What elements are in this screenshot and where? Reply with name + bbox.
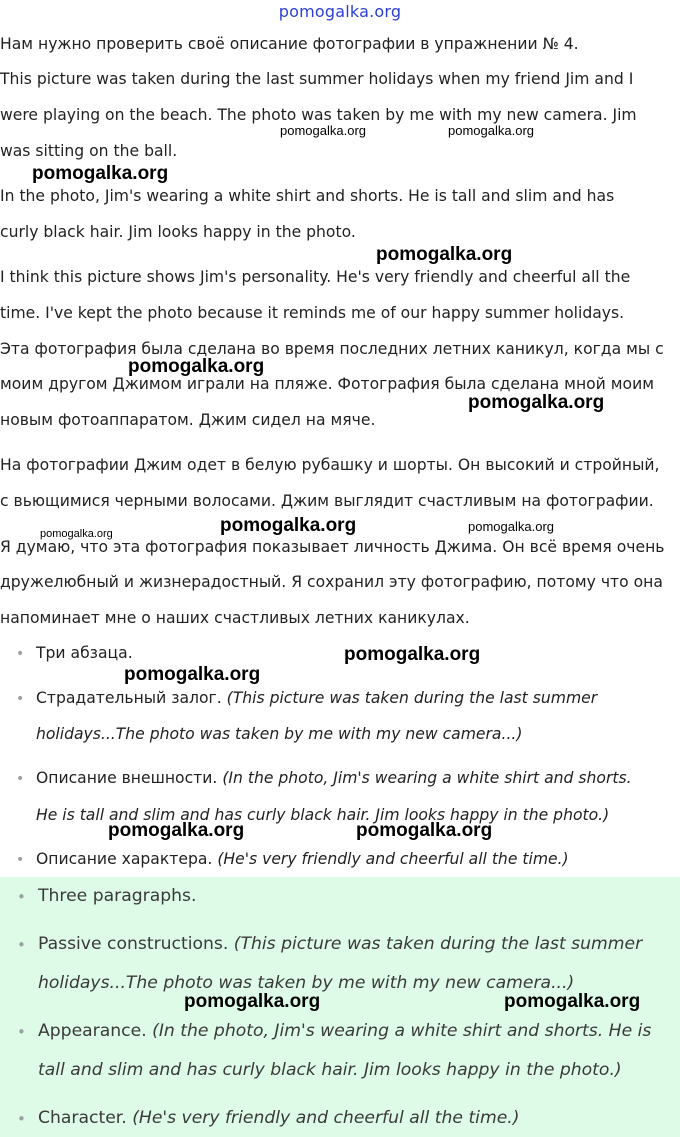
list-item-label: Страдательный залог. [36,689,222,707]
english-text-line: This picture was taken during the last summer holidays when my friend Jim and I [0,70,634,88]
list-bullet: • [17,1110,26,1128]
watermark: pomogalka.org [184,991,321,1012]
english-list-item [38,933,642,955]
english-text-line: I think this picture shows Jim's personality. He's very friendly and cheerful all the [0,268,631,286]
watermark: pomogalka.org [40,528,113,540]
english-list-item [38,1107,519,1129]
english-text-line: were playing on the beach. The photo was taken by me with my new camera. Jim [0,106,637,124]
english-text-line: In the photo, Jim's wearing a white shirt and shorts. He is tall and slim and has [0,187,615,205]
english-text-line: curly black hair. Jim looks happy in the photo. [0,223,356,241]
list-item-example: (This picture was taken during the last summer [228,934,643,954]
russian-list-item [36,768,632,788]
list-item-example: (He's very friendly and cheerful all the time.) [126,1108,520,1128]
list-item-example: tall and slim and has curly black hair. Jim looks happy in the photo.) [38,1060,622,1080]
list-bullet: • [17,1023,26,1041]
watermark: pomogalka.org [468,392,605,413]
list-item-example: (In the photo, Jim's wearing a white shirt and shorts. [217,769,632,787]
russian-list-item [36,849,569,869]
list-item-label: Три абзаца. [36,644,133,662]
list-item-example: (This picture was taken during the last summer [221,689,598,707]
list-item-label: Описание характера. [36,850,213,868]
intro-line: Нам нужно проверить своё описание фотографии в упражнении № 4. [0,35,579,53]
list-item-label: Three paragraphs. [38,886,197,906]
list-item-example: holidays...The photo was taken by me with my new camera...) [36,725,523,743]
english-text-line: was sitting on the ball. [0,142,178,160]
list-item-continuation [36,724,522,744]
list-bullet: • [16,691,25,707]
list-bullet: • [17,888,26,906]
watermark: pomogalka.org [448,123,534,138]
list-item-label: Passive constructions. [38,934,229,954]
list-item-label: Character. [38,1108,127,1128]
russian-text-line: дружелюбный и жизнерадостный. Я сохранил эту фотографию, потому что она [0,573,663,591]
russian-text-line: новым фотоаппаратом. Джим сидел на мяче. [0,411,376,429]
list-item-example: (In the photo, Jim's wearing a white shirt and shorts. He is [146,1021,652,1041]
watermark: pomogalka.org [124,664,261,685]
list-bullet: • [16,646,25,662]
list-item-example: (He's very friendly and cheerful all the time.) [212,850,569,868]
russian-list-item [36,688,597,708]
list-item-example: He is tall and slim and has curly black hair. Jim looks happy in the photo.) [36,806,610,824]
russian-text-line: Эта фотография была сделана во время последних летних каникул, когда мы с [0,340,664,358]
russian-list-item [36,643,133,663]
list-item-label: Appearance. [38,1021,147,1041]
list-item-label: Описание внешности. [36,769,218,787]
list-item-continuation [38,1059,622,1081]
russian-text-line: напоминает мне о наших счастливых летних каникулах. [0,609,470,627]
list-bullet: • [16,852,25,868]
english-list-item [38,1020,651,1042]
watermark: pomogalka.org [468,519,554,534]
list-bullet: • [17,936,26,954]
english-list-item [38,885,196,907]
english-text-line: time. I've kept the photo because it reminds me of our happy summer holidays. [0,304,625,322]
list-item-example: holidays...The photo was taken by me with my new camera...) [38,973,575,993]
watermark: pomogalka.org [32,163,169,184]
russian-text-line: На фотографии Джим одет в белую рубашку и шорты. Он высокий и стройный, [0,456,660,474]
watermark: pomogalka.org [128,356,265,377]
watermark: pomogalka.org [356,820,493,841]
watermark: pomogalka.org [376,244,513,265]
russian-text-line: с вьющимися черными волосами. Джим выглядит счастливым на фотографии. [0,492,654,510]
site-logo[interactable]: pomogalka.org [278,2,402,21]
list-bullet: • [16,771,25,787]
watermark: pomogalka.org [220,515,357,536]
watermark: pomogalka.org [108,820,245,841]
russian-text-line: Я думаю, что эта фотография показывает личность Джима. Он всё время очень [0,538,665,556]
watermark: pomogalka.org [344,644,481,665]
watermark: pomogalka.org [504,991,641,1012]
russian-text-line: моим другом Джимом играли на пляже. Фотография была сделана мной моим [0,375,654,393]
watermark: pomogalka.org [280,123,366,138]
